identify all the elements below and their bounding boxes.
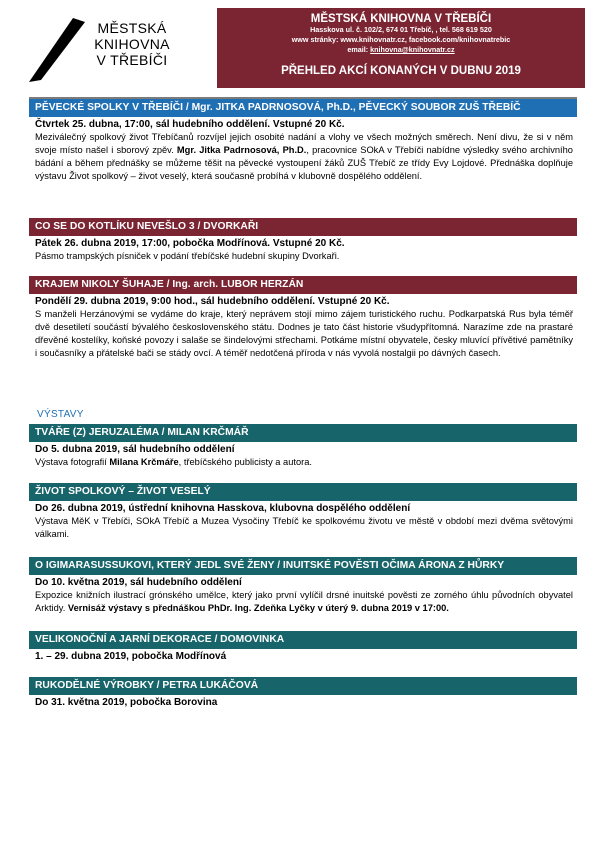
exhibition-2 — [29, 483, 577, 541]
page-header — [19, 8, 585, 88]
org-email-link[interactable]: knihovna@knihovnatr.cz — [370, 45, 455, 54]
page-title: PŘEHLED AKCÍ KONANÝCH V DUBNU 2019 — [281, 65, 521, 77]
email-label: email: — [347, 45, 369, 54]
event-1-desc-a: Meziválečný spolkový život Třebíčanů rozvíjel jejich osobité nadání a vlohy ve všech možných směrech. Není divu, že si v něm svoje místo našel i sborový zpěv. — [35, 132, 573, 156]
event-1-desc-c: , pracovnice SOkA v Třebíči nabídne výsledky svého archivního bádání a během přednášky se můžeme těšit na pěvecké vystoupení žáků ZUŠ Třebíč ze třídy Evy Lojdové. Přednáška doplňuje výstavu Život spolkový – život veselý, která současně probíhá v klubovně dospělého oddělení. — [35, 145, 573, 182]
exhibition-2-title: ŽIVOT SPOLKOVÝ – ŽIVOT VESELÝ — [29, 483, 577, 501]
exhibition-3-when: Do 10. května 2019, sál hudebního oddělení — [35, 577, 242, 588]
exhibition-4 — [29, 631, 577, 663]
event-3-desc: S manželi Herzánovými se vydáme do kraje, který neprávem stojí mimo zájem turistického ruchu. Podkarpatská Rus byla téměř dvě desetiletí součástí bývalého československého státu. Dodnes je tato část historie všudypřítomná. Narazíme zde na prastaré dřevěné kostelíky, koňské povozy i salaše se šindelovými střechami. Potkáme místní obyvatele, česky mluvící přívětivé pamětníky i současníky a přátelské bači se stády ovcí. A téměř nedotčená příroda v nás vyvolá nostalgii po dávných časech. — [35, 309, 573, 359]
logo-line-2: KNIHOVNA — [94, 36, 170, 52]
exhibition-3-desc — [29, 589, 577, 615]
exhibition-5-title: RUKODĚLNÉ VÝROBKY / PETRA LUKÁČOVÁ — [29, 677, 577, 695]
exhibition-1-desc-a: Výstava fotografií — [35, 457, 110, 467]
event-3-when: Pondělí 29. dubna 2019, 9:00 hod., sál hudebního oddělení. Vstupné 20 Kč. — [35, 296, 390, 307]
exhibition-1-desc-b: Milana Krčmáře — [109, 457, 179, 467]
org-address: Hasskova ul. č. 102/2, 674 01 Třebíč, , tel. 568 619 520 — [310, 25, 492, 34]
event-1-desc-b: Mgr. Jitka Padrnosová, Ph.D. — [176, 145, 307, 156]
exhibition-1-desc — [29, 456, 577, 469]
event-2 — [29, 218, 577, 263]
exhibition-2-when: Do 26. dubna 2019, ústřední knihovna Hasskova, klubovna dospělého oddělení — [35, 503, 411, 514]
event-2-desc: Pásmo trampských písniček v podání třebíčské hudební skupiny Dvorkaři. — [35, 251, 340, 261]
exhibition-3-desc-a: Expozice knižních ilustrací grónského umělce, který jako první vylíčil drsné inuitské pověsti ze zorného úhlu původních obyvatel Arktidy. — [35, 590, 573, 614]
logo-line-1: MĚSTSKÁ — [97, 20, 167, 36]
org-title: MĚSTSKÁ KNIHOVNA V TŘEBÍČI — [310, 13, 492, 25]
logo-text — [89, 20, 175, 68]
event-1-title: PĚVECKÉ SPOLKY V TŘEBÍČI / Mgr. JITKA PADRNOSOVÁ, Ph.D., PĚVECKÝ SOUBOR ZUŠ TŘEBÍČ — [29, 99, 577, 117]
event-3-title: KRAJEM NIKOLY ŠUHAJE / Ing. arch. LUBOR HERZÁN — [29, 276, 577, 294]
exhibition-1-title: TVÁŘE (Z) JERUZALÉMA / MILAN KRČMÁŘ — [29, 424, 577, 442]
exhibition-3-title: O IGIMARASUSSUKOVI, KTERÝ JEDL SVÉ ŽENY / INUITSKÉ POVĚSTI OČIMA ÁRONA Z HŮRKY — [29, 557, 577, 575]
exhibition-1-when: Do 5. dubna 2019, sál hudebního oddělení — [35, 444, 235, 455]
library-logo-icon — [27, 16, 87, 84]
event-1 — [29, 97, 577, 183]
library-logo — [19, 8, 219, 88]
event-3 — [29, 276, 577, 360]
org-web[interactable]: www stránky: www.knihovnatr.cz, facebook.com/knihovnatrebic — [291, 35, 511, 44]
exhibition-5-when: Do 31. května 2019, pobočka Borovina — [35, 697, 218, 708]
exhibition-3 — [29, 557, 577, 615]
exhibitions-heading: VÝSTAVY — [37, 409, 84, 420]
event-1-when: Čtvrtek 25. dubna, 17:00, sál hudebního oddělení. Vstupné 20 Kč. — [35, 119, 345, 130]
exhibition-3-desc-b: Vernisáž výstavy s přednáškou PhDr. Ing. Zdeňka Lyčky v úterý 9. dubna 2019 v 17:00. — [67, 603, 449, 614]
event-2-title: CO SE DO KOTLÍKU NEVEŠLO 3 / DVORKAŘI — [29, 218, 577, 236]
event-2-when: Pátek 26. dubna 2019, 17:00, pobočka Modřínová. Vstupné 20 Kč. — [35, 238, 345, 249]
event-1-desc — [29, 131, 577, 183]
exhibition-4-when: 1. – 29. dubna 2019, pobočka Modřínová — [35, 651, 227, 662]
exhibition-4-title: VELIKONOČNÍ A JARNÍ DEKORACE / DOMOVINKA — [29, 631, 577, 649]
org-info-box — [217, 8, 585, 88]
exhibition-2-desc: Výstava MěK v Třebíči, SOkA Třebíč a Muzea Vysočiny Třebíč ke spolkovému životu ve městě v období mezi dvěma světovými válkami. — [35, 516, 573, 540]
exhibition-5 — [29, 677, 577, 709]
exhibition-1-desc-c: , třebíčského publicisty a autora. — [178, 457, 312, 467]
logo-line-3: V TŘEBÍČI — [96, 52, 168, 68]
org-email-line — [217, 45, 585, 55]
exhibition-1 — [29, 424, 577, 469]
